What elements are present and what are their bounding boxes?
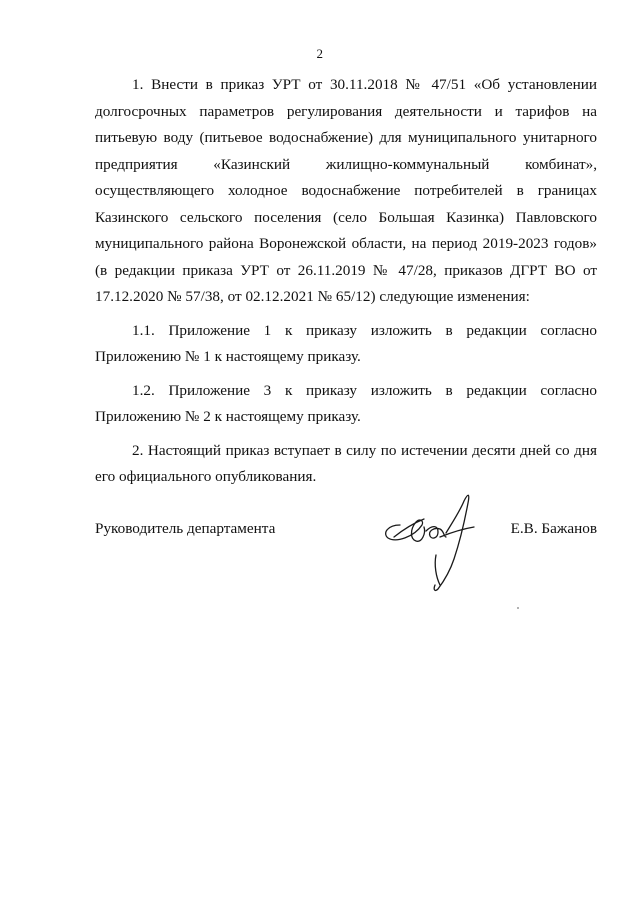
scan-speck [517,607,519,609]
signatory-name: Е.В. Бажанов [510,520,597,537]
paragraph-1-1: 1.1. Приложение 1 к приказу изложить в редакции согласно Приложению № 1 к настоящему приказу. [95,321,597,365]
paragraph-2: 2. Настоящий приказ вступает в силу по истечении десяти дней со дня его официального опубликования. [95,441,597,485]
paragraph-1-2: 1.2. Приложение 3 к приказу изложить в редакции согласно Приложению № 2 к настоящему приказу. [95,381,597,425]
signatory-title: Руководитель департамента [95,520,276,537]
handwritten-signature [380,485,490,595]
signature-block [95,520,597,550]
page-number: 2 [316,46,324,61]
paragraph-1: 1. Внести в приказ УРТ от 30.11.2018 № 47/51 «Об установлении долгосрочных параметров регулирования деятельности и тарифов на питьевую воду (питьевое водоснабжение) для муниципального унитарного предприятия «Казинский жилищно-коммунальный комбинат», осуществляющего холодное водоснабжение потребителей в границах Казинского сельского поселения (село Большая Казинка) Павловского муниципального района Воронежской области, на период 2019-2023 годов» (в редакции приказа УРТ от 26.11.2019 № 47/28, приказов ДГРТ ВО от 17.12.2020 № 57/38, от 02.12.2021 № 65/12) следующие изменения: [95,76,597,305]
document-body [95,72,597,491]
